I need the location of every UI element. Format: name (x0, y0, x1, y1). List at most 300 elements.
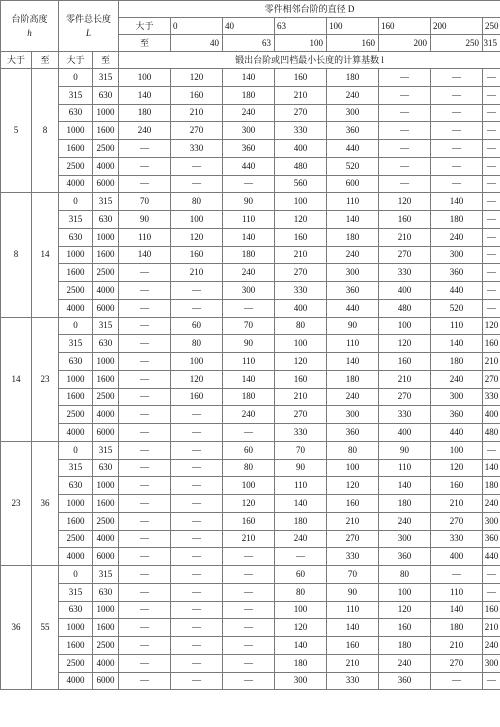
value-cell: 100 (379, 317, 431, 335)
value-cell: — (379, 69, 431, 87)
value-cell: — (483, 211, 500, 229)
table-row (1, 619, 500, 637)
value-cell: 300 (327, 104, 379, 122)
value-cell: 210 (327, 654, 379, 672)
value-cell: — (119, 335, 171, 353)
value-cell: 180 (431, 353, 483, 371)
value-cell: 120 (223, 495, 275, 513)
value-cell: 180 (379, 637, 431, 655)
value-cell: 180 (327, 370, 379, 388)
h-to-cell: 55 (32, 566, 59, 690)
value-cell: 180 (379, 495, 431, 513)
value-cell: 180 (119, 104, 171, 122)
h-over-cell: 14 (1, 317, 32, 441)
value-cell: — (171, 512, 223, 530)
value-cell: 90 (119, 211, 171, 229)
L-over-cell: 0 (59, 193, 93, 211)
value-cell: 110 (327, 335, 379, 353)
L-over-cell: 1000 (59, 246, 93, 264)
value-cell: — (171, 566, 223, 584)
value-cell: 240 (327, 246, 379, 264)
value-cell: — (119, 441, 171, 459)
value-cell: 110 (431, 583, 483, 601)
table-row (1, 388, 500, 406)
L-to-cell: 1600 (93, 619, 119, 637)
value-cell: — (483, 672, 500, 690)
value-cell: 210 (483, 619, 500, 637)
value-cell: 100 (379, 583, 431, 601)
value-cell: — (483, 583, 500, 601)
value-cell: 210 (379, 370, 431, 388)
value-cell: 440 (223, 157, 275, 175)
value-cell: 330 (327, 672, 379, 690)
value-cell: — (223, 637, 275, 655)
value-cell: 120 (275, 619, 327, 637)
table-row (1, 601, 500, 619)
table-row (1, 140, 500, 158)
value-cell: — (483, 69, 500, 87)
L-over-cell: 630 (59, 601, 93, 619)
L-over-cell: 315 (59, 86, 93, 104)
part-length-symbol: L (86, 27, 92, 38)
L-over-cell: 315 (59, 583, 93, 601)
value-cell: — (119, 353, 171, 371)
value-cell: — (119, 654, 171, 672)
value-cell: 210 (379, 228, 431, 246)
value-cell: 140 (119, 246, 171, 264)
value-cell: 100 (171, 353, 223, 371)
L-over-cell: 1600 (59, 140, 93, 158)
value-cell: 240 (119, 122, 171, 140)
value-cell: — (379, 140, 431, 158)
value-cell: — (431, 175, 483, 193)
value-cell: 100 (223, 477, 275, 495)
L-over-cell: 630 (59, 477, 93, 495)
value-cell: 330 (431, 530, 483, 548)
value-cell: 110 (327, 193, 379, 211)
value-cell: 300 (327, 406, 379, 424)
value-cell: — (223, 583, 275, 601)
value-cell: 330 (483, 388, 500, 406)
h-over-cell: 8 (1, 193, 32, 317)
calc-basis-label: 锻出台阶或凹档最小长度的计算基数 l (119, 52, 500, 69)
value-cell: 90 (275, 459, 327, 477)
value-cell: 120 (379, 335, 431, 353)
value-cell: 80 (275, 317, 327, 335)
value-cell: — (171, 583, 223, 601)
value-cell: 180 (275, 512, 327, 530)
table-row (1, 424, 500, 442)
value-cell: 300 (223, 122, 275, 140)
L-to-cell: 4000 (93, 406, 119, 424)
value-cell: 330 (275, 282, 327, 300)
value-cell: 180 (223, 86, 275, 104)
L-to-cell: 315 (93, 317, 119, 335)
value-cell: 210 (275, 388, 327, 406)
value-cell: 240 (223, 104, 275, 122)
diam-to-value: 100 (275, 35, 327, 52)
diam-from-value: 250 (483, 18, 500, 35)
L-over-cell: 1600 (59, 264, 93, 282)
value-cell: 90 (327, 583, 379, 601)
value-cell: — (223, 601, 275, 619)
value-cell: — (483, 566, 500, 584)
diam-to-label: 至 (119, 35, 171, 52)
value-cell: 360 (327, 282, 379, 300)
diam-from-value: 0 (171, 18, 223, 35)
value-cell: 110 (327, 601, 379, 619)
value-cell: 120 (171, 370, 223, 388)
L-over-cell: 315 (59, 211, 93, 229)
value-cell: — (223, 548, 275, 566)
value-cell: — (119, 370, 171, 388)
value-cell: 360 (379, 548, 431, 566)
value-cell: — (171, 157, 223, 175)
value-cell: 160 (431, 477, 483, 495)
value-cell: — (171, 459, 223, 477)
value-cell: — (431, 122, 483, 140)
value-cell: 180 (327, 228, 379, 246)
L-over-cell: 4000 (59, 548, 93, 566)
table-row (1, 459, 500, 477)
value-cell: 100 (171, 211, 223, 229)
L-to-cell: 1600 (93, 495, 119, 513)
value-cell: — (171, 495, 223, 513)
value-cell: 270 (431, 654, 483, 672)
value-cell: 140 (119, 86, 171, 104)
h-over-cell: 36 (1, 566, 32, 690)
value-cell: 270 (431, 512, 483, 530)
table-row (1, 122, 500, 140)
L-to-cell: 4000 (93, 654, 119, 672)
value-cell: 240 (431, 370, 483, 388)
value-cell: 480 (379, 299, 431, 317)
value-cell: 160 (379, 211, 431, 229)
value-cell: 440 (431, 282, 483, 300)
value-cell: 120 (483, 317, 500, 335)
value-cell: 360 (223, 140, 275, 158)
value-cell: — (171, 406, 223, 424)
value-cell: 160 (275, 370, 327, 388)
value-cell: 480 (275, 157, 327, 175)
value-cell: 70 (223, 317, 275, 335)
step-height-label: 台阶高度 (11, 13, 48, 24)
value-cell: 80 (223, 459, 275, 477)
value-cell: — (275, 548, 327, 566)
value-cell: — (379, 104, 431, 122)
value-cell: 120 (275, 211, 327, 229)
value-cell: 110 (431, 317, 483, 335)
value-cell: — (119, 157, 171, 175)
value-cell: — (379, 175, 431, 193)
table-row (1, 512, 500, 530)
h-to-header: 至 (32, 52, 59, 69)
value-cell: — (171, 672, 223, 690)
h-over-cell: 5 (1, 69, 32, 193)
value-cell: — (483, 193, 500, 211)
value-cell: — (119, 530, 171, 548)
value-cell: — (379, 122, 431, 140)
value-cell: 400 (483, 406, 500, 424)
value-cell: 440 (327, 299, 379, 317)
value-cell: 400 (275, 140, 327, 158)
value-cell: 560 (275, 175, 327, 193)
L-over-cell: 2500 (59, 157, 93, 175)
L-to-cell: 1000 (93, 353, 119, 371)
value-cell: 270 (379, 388, 431, 406)
value-cell: — (119, 175, 171, 193)
L-over-cell: 4000 (59, 672, 93, 690)
value-cell: — (119, 583, 171, 601)
value-cell: — (483, 175, 500, 193)
value-cell: 270 (171, 122, 223, 140)
L-to-cell: 1600 (93, 246, 119, 264)
value-cell: 160 (483, 335, 500, 353)
value-cell: 360 (431, 264, 483, 282)
value-cell: — (431, 104, 483, 122)
value-cell: 120 (171, 228, 223, 246)
L-to-header: 至 (93, 52, 119, 69)
value-cell: — (119, 388, 171, 406)
value-cell: 110 (223, 211, 275, 229)
L-over-cell: 1000 (59, 619, 93, 637)
value-cell: 300 (379, 530, 431, 548)
table-row (1, 175, 500, 193)
L-to-cell: 6000 (93, 672, 119, 690)
diameter-title: 零件相邻台阶的直径 D (119, 1, 500, 18)
value-cell: 80 (327, 441, 379, 459)
value-cell: — (119, 601, 171, 619)
header-row-1 (1, 1, 500, 18)
table-row (1, 193, 500, 211)
value-cell: 360 (483, 530, 500, 548)
value-cell: 210 (483, 353, 500, 371)
value-cell: 100 (327, 459, 379, 477)
value-cell: 240 (223, 406, 275, 424)
value-cell: 110 (379, 459, 431, 477)
value-cell: 120 (431, 459, 483, 477)
table-row (1, 441, 500, 459)
part-length-header (59, 1, 119, 52)
value-cell: 270 (483, 370, 500, 388)
value-cell: 160 (171, 388, 223, 406)
L-over-cell: 4000 (59, 299, 93, 317)
value-cell: 400 (379, 282, 431, 300)
value-cell: 330 (275, 122, 327, 140)
L-over-cell: 630 (59, 228, 93, 246)
value-cell: — (431, 672, 483, 690)
value-cell: 60 (275, 566, 327, 584)
value-cell: — (379, 86, 431, 104)
value-cell: 100 (119, 69, 171, 87)
value-cell: 330 (379, 264, 431, 282)
table-row (1, 317, 500, 335)
table-row (1, 353, 500, 371)
value-cell: — (483, 86, 500, 104)
table-row (1, 282, 500, 300)
table-row (1, 335, 500, 353)
L-over-cell: 2500 (59, 530, 93, 548)
value-cell: 180 (327, 69, 379, 87)
diam-to-value: 40 (171, 35, 223, 52)
value-cell: 80 (379, 566, 431, 584)
value-cell: — (379, 157, 431, 175)
step-height-symbol: h (27, 27, 32, 38)
value-cell: 140 (327, 619, 379, 637)
value-cell: 160 (171, 86, 223, 104)
value-cell: — (171, 654, 223, 672)
L-over-cell: 1600 (59, 388, 93, 406)
L-over-cell: 630 (59, 104, 93, 122)
L-over-header: 大于 (59, 52, 93, 69)
L-over-cell: 1000 (59, 370, 93, 388)
value-cell: 300 (431, 388, 483, 406)
table-row (1, 495, 500, 513)
L-to-cell: 630 (93, 86, 119, 104)
L-over-cell: 2500 (59, 282, 93, 300)
value-cell: 240 (327, 388, 379, 406)
L-over-cell: 2500 (59, 654, 93, 672)
value-cell: 100 (275, 193, 327, 211)
value-cell: 90 (223, 335, 275, 353)
value-cell: 330 (327, 548, 379, 566)
L-to-cell: 1600 (93, 122, 119, 140)
L-to-cell: 6000 (93, 548, 119, 566)
table-row (1, 370, 500, 388)
value-cell: 300 (327, 264, 379, 282)
value-cell: 400 (379, 424, 431, 442)
value-cell: — (171, 601, 223, 619)
value-cell: 360 (327, 122, 379, 140)
value-cell: — (223, 299, 275, 317)
h-to-cell: 36 (32, 441, 59, 565)
L-to-cell: 4000 (93, 282, 119, 300)
value-cell: — (483, 282, 500, 300)
L-to-cell: 6000 (93, 424, 119, 442)
value-cell: 210 (171, 104, 223, 122)
L-to-cell: 4000 (93, 157, 119, 175)
value-cell: 360 (379, 672, 431, 690)
value-cell: — (223, 619, 275, 637)
L-to-cell: 2500 (93, 512, 119, 530)
value-cell: 140 (327, 353, 379, 371)
L-to-cell: 1600 (93, 370, 119, 388)
value-cell: — (431, 157, 483, 175)
value-cell: 110 (223, 353, 275, 371)
value-cell: 360 (431, 406, 483, 424)
diam-to-value: 250 (431, 35, 483, 52)
value-cell: 300 (483, 654, 500, 672)
value-cell: 270 (327, 530, 379, 548)
L-over-cell: 0 (59, 317, 93, 335)
L-to-cell: 630 (93, 583, 119, 601)
value-cell: — (431, 69, 483, 87)
L-over-cell: 4000 (59, 424, 93, 442)
value-cell: 90 (379, 441, 431, 459)
table-row (1, 228, 500, 246)
diam-to-value: 315 (483, 35, 500, 52)
value-cell: 270 (275, 264, 327, 282)
table-row (1, 211, 500, 229)
value-cell: — (171, 282, 223, 300)
value-cell: — (119, 299, 171, 317)
value-cell: 140 (431, 193, 483, 211)
value-cell: 440 (483, 548, 500, 566)
L-over-cell: 630 (59, 353, 93, 371)
L-to-cell: 630 (93, 335, 119, 353)
value-cell: 180 (483, 477, 500, 495)
value-cell: 440 (327, 140, 379, 158)
value-cell: — (119, 512, 171, 530)
L-over-cell: 1000 (59, 122, 93, 140)
value-cell: 180 (275, 654, 327, 672)
value-cell: — (223, 672, 275, 690)
value-cell: — (483, 140, 500, 158)
value-cell: 180 (431, 211, 483, 229)
value-cell: — (431, 566, 483, 584)
L-over-cell: 0 (59, 566, 93, 584)
value-cell: — (223, 424, 275, 442)
L-to-cell: 1000 (93, 104, 119, 122)
value-cell: 70 (119, 193, 171, 211)
value-cell: — (119, 619, 171, 637)
value-cell: 80 (171, 193, 223, 211)
value-cell: 270 (275, 104, 327, 122)
value-cell: 110 (275, 477, 327, 495)
value-cell: 160 (379, 619, 431, 637)
L-over-cell: 1600 (59, 512, 93, 530)
value-cell: 80 (171, 335, 223, 353)
value-cell: 240 (327, 86, 379, 104)
value-cell: 400 (431, 548, 483, 566)
diam-from-value: 160 (379, 18, 431, 35)
value-cell: 210 (275, 86, 327, 104)
value-cell: — (119, 566, 171, 584)
value-cell: — (119, 282, 171, 300)
value-cell: 270 (379, 246, 431, 264)
value-cell: — (119, 317, 171, 335)
L-over-cell: 2500 (59, 406, 93, 424)
step-height-header (1, 1, 59, 52)
value-cell: 210 (223, 530, 275, 548)
value-cell: 300 (483, 512, 500, 530)
value-cell: 100 (275, 601, 327, 619)
diam-over-label: 大于 (119, 18, 171, 35)
value-cell: 210 (171, 264, 223, 282)
value-cell: 160 (223, 512, 275, 530)
L-to-cell: 6000 (93, 175, 119, 193)
table-row (1, 157, 500, 175)
L-to-cell: 315 (93, 566, 119, 584)
table-row (1, 637, 500, 655)
value-cell: — (483, 441, 500, 459)
header-row-4 (1, 52, 500, 69)
value-cell: 80 (275, 583, 327, 601)
diam-from-value: 63 (275, 18, 327, 35)
value-cell: 240 (379, 654, 431, 672)
L-to-cell: 2500 (93, 388, 119, 406)
h-over-header: 大于 (1, 52, 32, 69)
value-cell: 300 (431, 246, 483, 264)
L-to-cell: 2500 (93, 637, 119, 655)
value-cell: — (171, 619, 223, 637)
table-row (1, 566, 500, 584)
table-row (1, 672, 500, 690)
L-over-cell: 315 (59, 335, 93, 353)
value-cell: 70 (327, 566, 379, 584)
value-cell: 240 (483, 637, 500, 655)
value-cell: — (483, 104, 500, 122)
